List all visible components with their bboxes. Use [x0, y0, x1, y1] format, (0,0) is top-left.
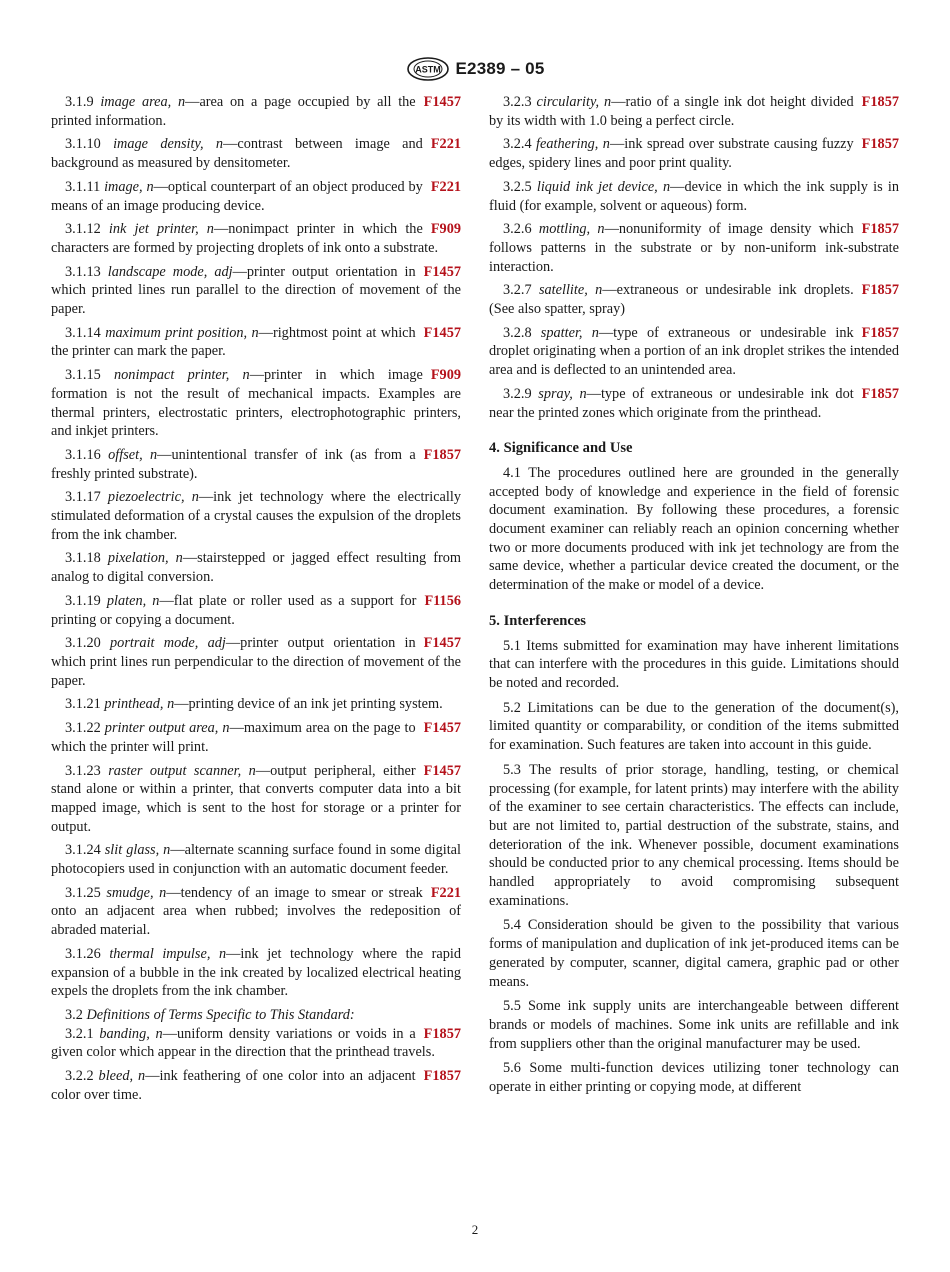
definition-text: —printing device of an ink jet printing system. — [174, 696, 443, 713]
definition-number: 3.2.5 — [503, 178, 532, 195]
definition-text: —maximum area on the page to which the printer will print. — [51, 720, 416, 755]
definition-text: —ink spread over substrate causing fuzzy edges, spidery lines and poor print quality. — [489, 136, 854, 172]
definition-term: feathering, n — [536, 136, 610, 153]
definition-text: —ratio of a single ink dot height divided by its width with 1.0 being a perfect circle. — [489, 94, 854, 129]
definition-text: —nonimpact printer in which the characters are formed by projecting droplets of ink onto a substrate. — [51, 221, 439, 256]
reference-link[interactable]: F221 — [430, 136, 461, 153]
reference-link[interactable]: F1457 — [423, 720, 461, 737]
definition-text: —area on a page occupied by all the printed information. — [51, 94, 416, 129]
reference-link[interactable]: F1457 — [423, 94, 461, 110]
body-paragraph: 5.5 Some ink supply units are interchangeable between different brands or models of machines. Some ink units are refillable and ink from suppliers other than the original manufacturer may be used. — [489, 998, 899, 1052]
definition-term: thermal impulse, n — [109, 945, 227, 962]
definition-text: —contrast between image and background as measured by densitometer. — [51, 136, 423, 172]
reference-link[interactable]: F1457 — [423, 635, 461, 652]
definition-number: 3.1.26 — [65, 945, 101, 962]
definition-term: printhead, n — [104, 696, 175, 713]
definition-term: printer output area, n — [104, 720, 230, 737]
definition-number: 3.2.2 — [65, 1068, 94, 1085]
subsection-number: 3.2 — [65, 1006, 83, 1023]
definition-entry — [51, 884, 461, 940]
definition-text: —ink jet technology where the rapid expansion of a bubble in the ink created by localized electrical heating expels the droplets from the ink chamber. — [51, 945, 461, 1000]
definition-term: platen, n — [106, 592, 160, 609]
definition-entry — [51, 324, 461, 361]
definition-text: —ink jet technology where the electrically stimulated deformation of a crystal causes the expulsion of the droplets from the ink chamber. — [51, 489, 461, 543]
definition-number: 3.1.20 — [65, 635, 101, 652]
reference-link[interactable]: F1857 — [861, 324, 899, 341]
subsection-title: Definitions of Terms Specific to This Standard: — [86, 1006, 355, 1023]
definition-number: 3.1.15 — [65, 367, 101, 384]
reference-link[interactable]: F221 — [430, 178, 461, 195]
definition-text: —rightmost point at which the printer can mark the paper. — [51, 324, 416, 360]
definition-number: 3.2.3 — [503, 94, 532, 110]
reference-link[interactable]: F1857 — [861, 94, 899, 110]
definition-number: 3.2.1 — [65, 1025, 94, 1042]
definition-number: 3.1.25 — [65, 884, 101, 901]
definition-entry — [51, 719, 461, 756]
page-header — [0, 57, 950, 83]
definition-entry — [489, 178, 899, 215]
definition-number: 3.1.14 — [65, 324, 101, 341]
definition-number: 3.2.7 — [503, 282, 532, 299]
reference-link[interactable]: F1156 — [424, 592, 461, 609]
reference-link[interactable]: F1857 — [423, 1068, 461, 1085]
astm-logo-icon — [406, 57, 450, 81]
section-4-body — [489, 464, 899, 595]
definition-term: banding, n — [99, 1025, 163, 1042]
subsection-3-2 — [51, 1006, 461, 1025]
reference-link[interactable]: F909 — [430, 221, 461, 238]
reference-link[interactable]: F909 — [430, 367, 461, 384]
definition-entry — [51, 446, 461, 483]
reference-link[interactable]: F221 — [430, 884, 461, 901]
logo-text: ASTM — [414, 64, 441, 75]
left-definitions — [51, 93, 461, 1001]
definition-term: liquid ink jet device, n — [536, 178, 671, 195]
definition-entry — [489, 93, 899, 130]
reference-link[interactable]: F1857 — [423, 446, 461, 463]
definition-term: satellite, n — [538, 282, 603, 299]
definition-entry — [51, 634, 461, 690]
definition-entry — [51, 762, 461, 837]
body-paragraph: 4.1 The procedures outlined here are grounded in the generally accepted body of knowledge and experience in the field of forensic document examination. By following these procedures, a forensic document examiner can reliably reach an opinion concerning whether two or more documents produced with ink jet technology are from the same device, whether a particular device created the document, or the determination of the make or model of a device. — [489, 464, 899, 594]
page-number: 2 — [471, 1222, 479, 1237]
definition-text: —type of extraneous or undesirable ink dot near the printed zones which originate from the printhead. — [489, 385, 854, 421]
body-paragraph: 5.3 The results of prior storage, handling, testing, or chemical processing (for example, for latent prints) may interfere with the ability of the examiner to see certain characteristics. The effects can include, but are not limited to, partial destruction of the substrate, stains, and deterioration of the ink. Whenever possible, document examinations should be conducted prior to any chemical processing. Items should be handled appropriately to avoid compromising subsequent examinations. — [489, 761, 899, 909]
definition-text: —unintentional transfer of ink (as from a freshly printed substrate). — [51, 446, 416, 482]
definition-number: 3.2.8 — [503, 324, 532, 341]
definition-entry — [51, 549, 461, 586]
reference-link[interactable]: F1857 — [861, 136, 899, 153]
left-definitions-3-2 — [51, 1025, 461, 1105]
definition-entry — [51, 945, 461, 1001]
definition-number: 3.1.22 — [65, 720, 101, 737]
definition-term: circularity, n — [536, 94, 612, 110]
definition-term: landscape mode, adj — [107, 263, 233, 280]
definition-entry — [51, 366, 461, 441]
definition-term: smudge, n — [106, 884, 167, 901]
definition-term: image, n — [104, 178, 154, 195]
section-5-body — [489, 637, 899, 1097]
definition-text: —alternate scanning surface found in some digital photocopiers used in conjunction with an automatic document feeder. — [51, 842, 461, 878]
body-paragraph: 5.6 Some multi-function devices utilizing toner technology can operate in either printing or copying mode, at different — [489, 1060, 899, 1096]
definition-number: 3.2.6 — [503, 221, 532, 238]
definition-entry — [51, 1025, 461, 1062]
definition-text: —printer output orientation in which print lines run perpendicular to the direction of movement of the paper. — [51, 635, 461, 689]
definition-number: 3.1.23 — [65, 762, 101, 779]
definition-text: —optical counterpart of an object produced by means of an image producing device. — [51, 178, 423, 214]
definition-term: spatter, n — [540, 324, 599, 341]
reference-link[interactable]: F1857 — [423, 1025, 461, 1042]
definition-entry — [489, 220, 899, 276]
definition-text: —printer in which image formation is not the result of mechanical impacts. Examples are thermal printers, electrostatic printers, electrophotographic printers, and inkjet printers. — [51, 367, 461, 440]
definition-text: —printer output orientation in which printed lines run parallel to the direction of movement of the paper. — [51, 263, 461, 318]
definition-entry — [489, 281, 899, 318]
definition-term: portrait mode, adj — [110, 635, 226, 652]
definition-entry — [51, 488, 461, 544]
reference-link[interactable]: F1457 — [423, 324, 461, 341]
definition-text: —extraneous or undesirable ink droplets. (See also spatter, spray) — [489, 282, 854, 318]
definition-number: 3.1.21 — [65, 696, 101, 713]
definition-term: piezoelectric, n — [107, 489, 199, 506]
definition-entry — [51, 592, 461, 629]
reference-link[interactable]: F1857 — [861, 221, 899, 238]
right-column — [489, 93, 899, 1103]
definition-entry — [51, 695, 461, 714]
definition-number: 3.1.16 — [65, 446, 101, 463]
definition-entry — [489, 385, 899, 422]
definition-text: —output peripheral, either stand alone or within a printer, that converts computer data into a bit mapped image, which is sent to the host for storage or a printer for output. — [51, 762, 461, 835]
definition-number: 3.1.9 — [65, 94, 94, 110]
body-paragraph: 5.4 Consideration should be given to the possibility that various forms of manipulation and duplication of ink jet-produced items can be generated by computer, scanner, digital camera, graphic pad or other means. — [489, 917, 899, 990]
definition-entry — [489, 135, 899, 172]
definition-term: spray, n — [538, 385, 587, 402]
definition-entry — [51, 135, 461, 172]
definition-term: maximum print position, n — [105, 324, 259, 341]
section-5-heading: 5. Interferences — [489, 612, 586, 629]
definition-entry — [51, 841, 461, 878]
definition-text: —stairstepped or jagged effect resulting from analog to digital conversion. — [51, 550, 461, 586]
definition-entry — [51, 178, 461, 215]
reference-link[interactable]: F1457 — [423, 263, 461, 280]
definition-number: 3.1.10 — [65, 136, 101, 153]
definition-text: —ink feathering of one color into an adjacent color over time. — [51, 1068, 416, 1103]
definition-text: —device in which the ink supply is in fluid (for example, solvent or aqueous) form. — [489, 178, 899, 214]
definition-term: bleed, n — [98, 1068, 146, 1085]
definition-number: 3.1.24 — [65, 842, 101, 859]
definition-number: 3.1.18 — [65, 550, 101, 567]
definition-number: 3.1.11 — [65, 178, 101, 195]
definition-number: 3.1.13 — [65, 263, 101, 280]
definition-term: raster output scanner, n — [108, 762, 256, 779]
definition-entry — [51, 263, 461, 319]
definition-text: —uniform density variations or voids in a given color which appear in the direction that the printhead travels. — [51, 1025, 435, 1061]
right-definitions — [489, 93, 899, 422]
body-paragraph: 5.2 Limitations can be due to the generation of the document(s), limited quantity or comparability, or condition of the items submitted for examination. Such features are taken into account in this guide. — [489, 699, 899, 754]
definition-number: 3.1.12 — [65, 221, 101, 238]
document-id: E2389 – 05 — [455, 59, 545, 78]
reference-link[interactable]: F1857 — [861, 385, 899, 402]
definition-text: —tendency of an image to smear or streak onto an adjacent area when rubbed; involves the redeposition of abraded material. — [51, 884, 461, 939]
definition-term: slit glass, n — [104, 842, 171, 859]
definition-term: ink jet printer, n — [108, 221, 214, 238]
definition-text: —type of extraneous or undesirable ink droplet originating when a portion of an ink droplet strikes the intended area and is deflected to an unintended area. — [489, 324, 899, 379]
left-column — [51, 93, 461, 1109]
definition-term: pixelation, n — [107, 550, 183, 567]
definition-text: —flat plate or roller used as a support for printing or copying a document. — [51, 592, 417, 628]
definition-number: 3.1.19 — [65, 592, 101, 609]
reference-link[interactable]: F1857 — [861, 282, 899, 299]
reference-link[interactable]: F1457 — [423, 762, 461, 779]
definition-text: —nonuniformity of image density which follows patterns in the substrate or by non-uniform ink-substrate interaction. — [489, 221, 899, 275]
definition-entry — [51, 93, 461, 130]
definition-term: image area, n — [100, 94, 186, 110]
definition-number: 3.2.9 — [503, 385, 532, 402]
definition-number: 3.2.4 — [503, 136, 532, 153]
body-paragraph: 5.1 Items submitted for examination may have inherent limitations that can interfere with the procedures in this guide. Limitations should be noted and recorded. — [489, 637, 899, 691]
definition-entry — [51, 220, 461, 257]
definition-term: mottling, n — [538, 221, 605, 238]
section-4-heading: 4. Significance and Use — [489, 440, 633, 457]
definition-entry — [489, 324, 899, 380]
definition-term: nonimpact printer, n — [114, 367, 250, 384]
definition-term: offset, n — [108, 446, 158, 463]
definition-term: image density, n — [113, 136, 224, 153]
definition-number: 3.1.17 — [65, 489, 101, 506]
definition-entry — [51, 1067, 461, 1104]
